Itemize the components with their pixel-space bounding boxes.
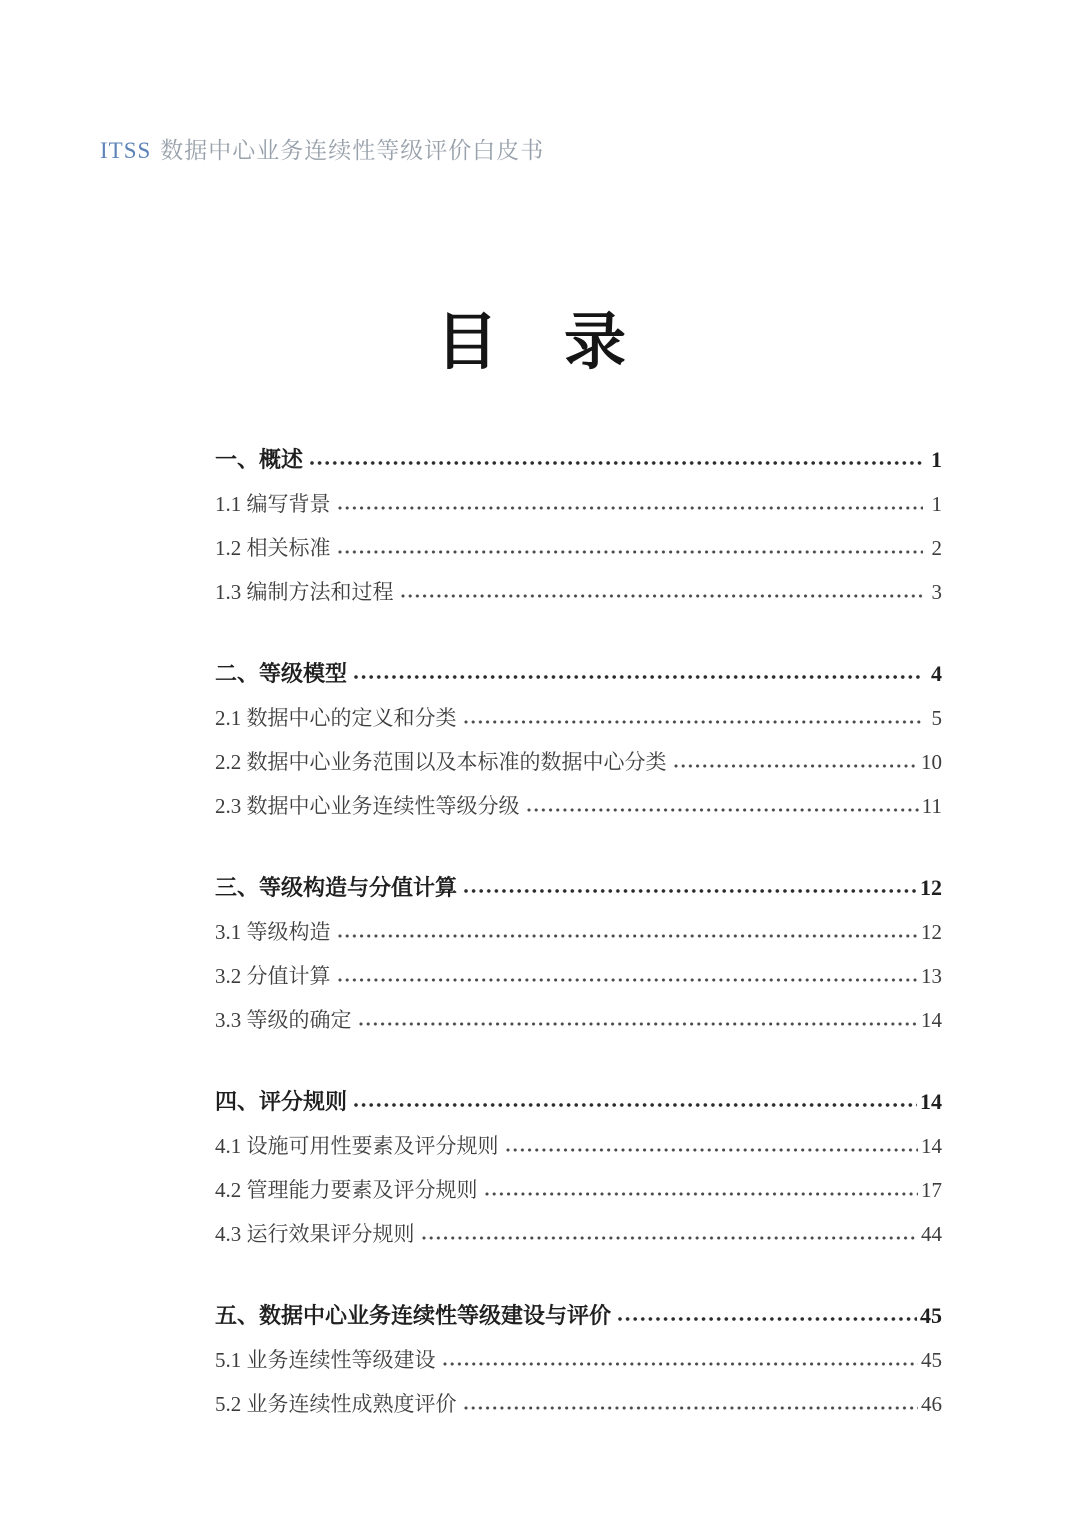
dotted-leader xyxy=(310,461,923,465)
toc-entry-page: 12 xyxy=(920,874,942,900)
toc-entry-label: 二、等级模型 xyxy=(215,660,348,686)
toc-section-5 xyxy=(215,1284,942,1328)
toc-entry-label: 三、等级构造与分值计算 xyxy=(215,874,458,900)
toc-entry-label: 1.1 编写背景 xyxy=(215,491,331,516)
toc-entry-page: 45 xyxy=(920,1302,942,1328)
toc-entry-page: 1 xyxy=(931,491,942,516)
toc-entry-1-1 xyxy=(215,472,942,516)
dotted-leader xyxy=(618,1317,917,1321)
dotted-leader xyxy=(338,506,924,510)
toc-entry-page: 17 xyxy=(921,1177,942,1202)
dotted-leader xyxy=(527,808,919,812)
toc-entry-label: 2.1 数据中心的定义和分类 xyxy=(215,705,457,730)
toc-entry-label: 1.3 编制方法和过程 xyxy=(215,579,394,604)
toc-entry-label: 5.1 业务连续性等级建设 xyxy=(215,1347,436,1372)
toc-section-1 xyxy=(215,428,942,472)
toc-entry-1-2 xyxy=(215,516,942,560)
table-of-contents xyxy=(215,428,942,1416)
toc-entry-label: 五、数据中心业务连续性等级建设与评价 xyxy=(215,1302,612,1328)
toc-entry-1-3 xyxy=(215,560,942,604)
toc-entry-label: 5.2 业务连续性成熟度评价 xyxy=(215,1391,457,1416)
dotted-leader xyxy=(359,1022,919,1026)
toc-entry-2-3 xyxy=(215,774,942,818)
dotted-leader xyxy=(422,1236,919,1240)
toc-entry-5-2 xyxy=(215,1372,942,1416)
dotted-leader xyxy=(485,1192,919,1196)
dotted-leader xyxy=(338,934,919,938)
toc-entry-3-3 xyxy=(215,988,942,1032)
toc-entry-label: 4.1 设施可用性要素及评分规则 xyxy=(215,1133,499,1158)
toc-entry-label: 4.3 运行效果评分规则 xyxy=(215,1221,415,1246)
toc-entry-4-3 xyxy=(215,1202,942,1246)
toc-entry-page: 1 xyxy=(931,446,942,472)
toc-section-4 xyxy=(215,1070,942,1114)
toc-entry-page: 11 xyxy=(921,793,942,818)
toc-entry-label: 一、概述 xyxy=(215,446,304,472)
toc-entry-page: 44 xyxy=(921,1221,942,1246)
dotted-leader xyxy=(354,1103,917,1107)
toc-entry-3-1 xyxy=(215,900,942,944)
dotted-leader xyxy=(443,1362,919,1366)
toc-entry-2-2 xyxy=(215,730,942,774)
dotted-leader xyxy=(506,1148,919,1152)
toc-entry-page: 14 xyxy=(921,1133,942,1158)
dotted-leader xyxy=(464,889,917,893)
toc-entry-label: 2.3 数据中心业务连续性等级分级 xyxy=(215,793,520,818)
toc-entry-page: 46 xyxy=(921,1391,942,1416)
document-name: 数据中心业务连续性等级评价白皮书 xyxy=(160,138,545,163)
toc-entry-2-1 xyxy=(215,686,942,730)
toc-entry-label: 1.2 相关标准 xyxy=(215,535,331,560)
toc-entry-label: 四、评分规则 xyxy=(215,1088,348,1114)
toc-entry-page: 14 xyxy=(920,1088,942,1114)
toc-entry-4-2 xyxy=(215,1158,942,1202)
toc-entry-label: 4.2 管理能力要素及评分规则 xyxy=(215,1177,478,1202)
toc-entry-3-2 xyxy=(215,944,942,988)
dotted-leader xyxy=(464,720,924,724)
toc-section-2 xyxy=(215,642,942,686)
toc-entry-page: 13 xyxy=(921,963,942,988)
running-header xyxy=(100,132,544,165)
toc-entry-5-1 xyxy=(215,1328,942,1372)
toc-entry-page: 3 xyxy=(931,579,942,604)
toc-entry-4-1 xyxy=(215,1114,942,1158)
dotted-leader xyxy=(401,594,924,598)
toc-entry-page: 5 xyxy=(931,705,942,730)
dotted-leader xyxy=(354,675,923,679)
toc-section-3 xyxy=(215,856,942,900)
toc-entry-page: 14 xyxy=(921,1007,942,1032)
toc-entry-label: 2.2 数据中心业务范围以及本标准的数据中心分类 xyxy=(215,749,667,774)
dotted-leader xyxy=(464,1406,919,1410)
toc-entry-page: 4 xyxy=(931,660,942,686)
dotted-leader xyxy=(674,764,919,768)
toc-entry-label: 3.3 等级的确定 xyxy=(215,1007,352,1032)
toc-entry-label: 3.1 等级构造 xyxy=(215,919,331,944)
toc-title: 目 录 xyxy=(435,309,628,377)
toc-entry-page: 45 xyxy=(921,1347,942,1372)
brand-label: ITSS xyxy=(100,138,152,163)
toc-entry-page: 12 xyxy=(921,919,942,944)
toc-entry-page: 10 xyxy=(921,749,942,774)
toc-entry-label: 3.2 分值计算 xyxy=(215,963,331,988)
toc-entry-page: 2 xyxy=(931,535,942,560)
dotted-leader xyxy=(338,550,924,554)
dotted-leader xyxy=(338,978,919,982)
